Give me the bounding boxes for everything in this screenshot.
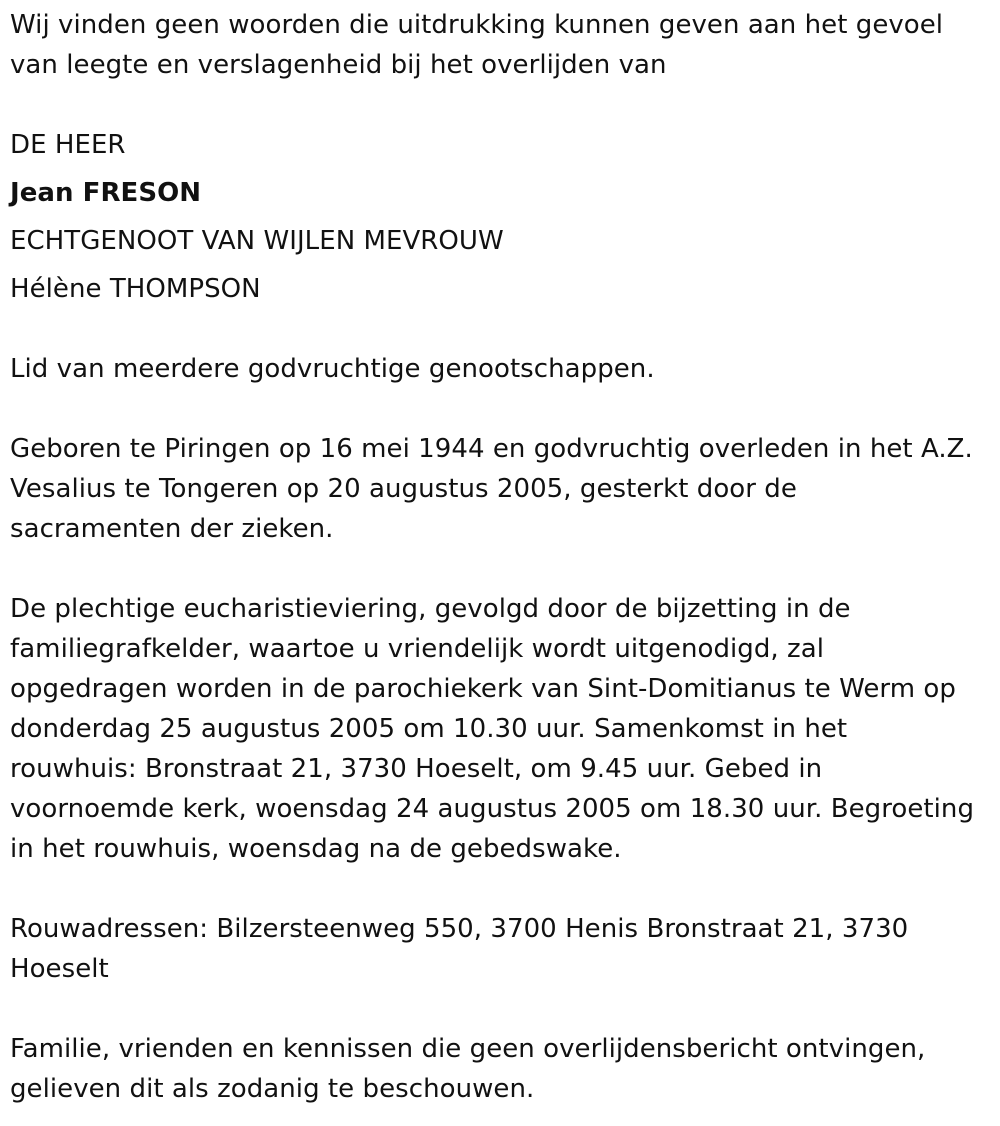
relation-line: ECHTGENOOT VAN WIJLEN MEVROUW (10, 226, 504, 256)
membership-line: Lid van meerdere godvruchtige genootschappen. (10, 354, 655, 384)
birth-death-line-1: Geboren te Piringen op 16 mei 1944 en godvruchtig overleden in het A.Z. (10, 434, 973, 464)
ceremony-line-1: De plechtige eucharistieviering, gevolgd door de bijzetting in de (10, 594, 851, 624)
addresses-line-2: Hoeselt (10, 954, 109, 984)
closing-line-1: Familie, vrienden en kennissen die geen overlijdensbericht ontvingen, (10, 1034, 926, 1064)
addresses-line-1: Rouwadressen: Bilzersteenweg 550, 3700 Henis Bronstraat 21, 3730 (10, 914, 909, 944)
intro-line-2: van leegte en verslagenheid bij het overlijden van (10, 50, 667, 80)
closing-line-2: gelieven dit als zodanig te beschouwen. (10, 1074, 535, 1104)
ceremony-line-3: opgedragen worden in de parochiekerk van Sint-Domitianus te Werm op (10, 674, 956, 704)
spouse-name: Hélène THOMPSON (10, 274, 261, 304)
ceremony-line-2: familiegrafkelder, waartoe u vriendelijk wordt uitgenodigd, zal (10, 634, 824, 664)
birth-death-line-2: Vesalius te Tongeren op 20 augustus 2005, gesterkt door de (10, 474, 797, 504)
ceremony-line-5: rouwhuis: Bronstraat 21, 3730 Hoeselt, om 9.45 uur. Gebed in (10, 754, 823, 784)
ceremony-line-6: voornoemde kerk, woensdag 24 augustus 2005 om 18.30 uur. Begroeting (10, 794, 975, 824)
birth-death-line-3: sacramenten der zieken. (10, 514, 334, 544)
intro-line-1: Wij vinden geen woorden die uitdrukking kunnen geven aan het gevoel (10, 10, 944, 40)
ceremony-line-7: in het rouwhuis, woensdag na de gebedswake. (10, 834, 622, 864)
ceremony-line-4: donderdag 25 augustus 2005 om 10.30 uur. Samenkomst in het (10, 714, 848, 744)
deceased-name: Jean FRESON (10, 178, 202, 208)
honorific: DE HEER (10, 130, 126, 160)
